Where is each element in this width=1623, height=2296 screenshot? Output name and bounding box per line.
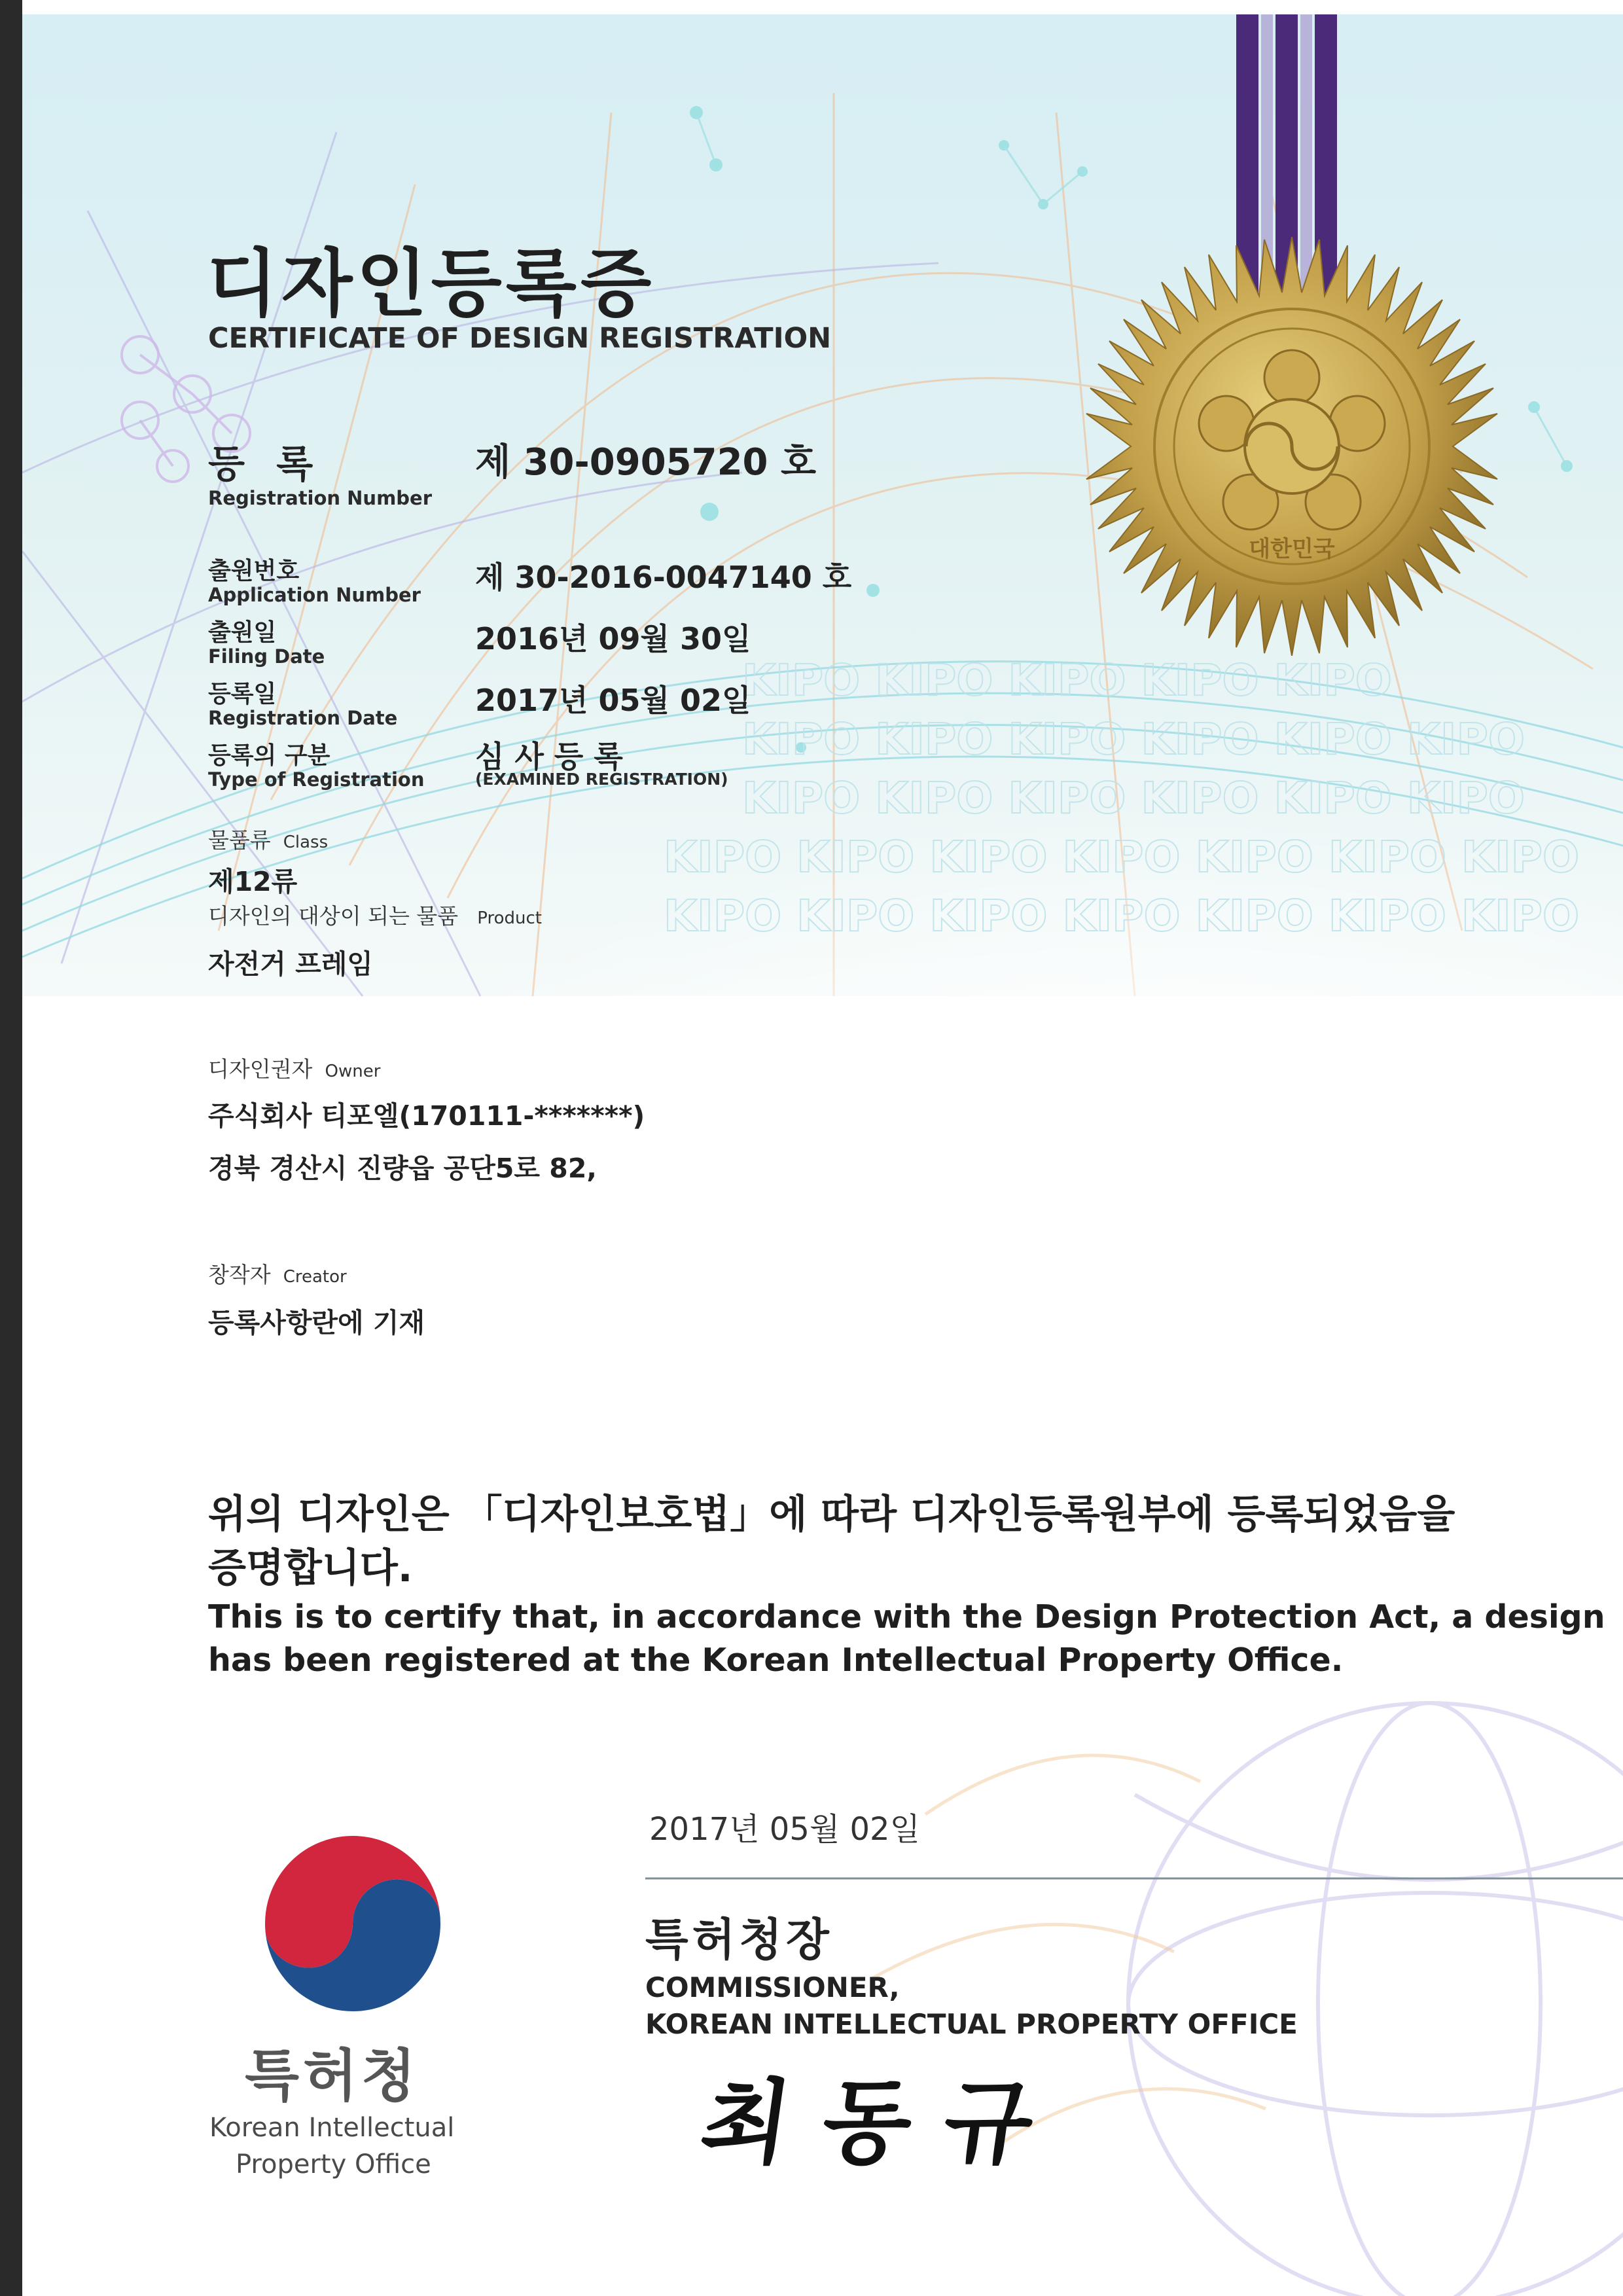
gold-seal-icon — [1082, 237, 1501, 656]
svg-text:KIPO KIPO KIPO KIPO KIPO: KIPO KIPO KIPO KIPO KIPO KIPO KIPO — [664, 891, 1580, 941]
registration-date-label-ko: 등록일 — [208, 681, 277, 708]
commissioner-title-en-line1: COMMISSIONER, — [645, 1971, 900, 2003]
certificate-sheet — [22, 14, 1623, 2296]
certification-ko-line2: 증명합니다. — [208, 1545, 413, 1591]
certification-en-line1: This is to certify that, in accordance with the Design Protection Act, a design — [208, 1598, 1605, 1636]
registration-date-label-en: Registration Date — [208, 707, 398, 729]
registration-type-label-en: Type of Registration — [208, 768, 425, 791]
creator-label — [208, 1258, 347, 1289]
certification-en-line2: has been registered at the Korean Intellectual Property Office. — [208, 1641, 1344, 1679]
kipo-taegeuk-logo-icon — [245, 1816, 461, 2032]
creator-value: 등록사항란에 기재 — [208, 1307, 425, 1338]
kipo-logo-text-en-line1: Korean Intellectual — [209, 2113, 455, 2143]
class-label-ko: 물품류 — [208, 827, 271, 853]
svg-text:KIPO KIPO KIPO KIPO KIPO: KIPO KIPO KIPO KIPO KIPO — [742, 655, 1392, 706]
owner-label — [208, 1052, 380, 1083]
filing-date-label-en: Filing Date — [208, 645, 325, 668]
owner-address: 경북 경산시 진량읍 공단5로 82, — [208, 1153, 597, 1184]
commissioner-signature: 최동규 — [694, 2070, 1073, 2177]
registration-number-label-ko: 등 록 — [208, 442, 323, 486]
filing-date-label-ko: 출원일 — [208, 619, 277, 646]
svg-text:KIPO KIPO KIPO KIPO KIPO: KIPO KIPO KIPO KIPO KIPO KIPO — [742, 773, 1525, 823]
commissioner-title-en-line2: KOREAN INTELLECTUAL PROPERTY OFFICE — [645, 2008, 1298, 2040]
class-value: 제12류 — [208, 866, 298, 897]
registration-type-label-ko: 등록의 구분 — [208, 742, 330, 769]
creator-label-ko: 창작자 — [208, 1262, 271, 1287]
application-number-value: 제 30-2016-0047140 호 — [475, 560, 852, 595]
registration-number-value: 제 30-0905720 호 — [475, 441, 817, 484]
registration-number-label-en: Registration Number — [208, 487, 433, 509]
owner-name: 주식회사 티포엘(170111-*******) — [208, 1100, 645, 1132]
class-label-en: Class — [283, 833, 329, 852]
creator-label-en: Creator — [283, 1267, 347, 1287]
kipo-logo-text-ko: 특허청 — [245, 2043, 420, 2109]
commissioner-title-ko: 특허청장 — [645, 1914, 833, 1966]
kipo-logo-text-en-line2: Property Office — [236, 2149, 431, 2179]
application-number-label-en: Application Number — [208, 584, 421, 606]
product-value: 자전거 프레임 — [208, 948, 373, 980]
registration-date-value: 2017년 05월 02일 — [475, 683, 751, 718]
certificate-title-ko: 디자인등록증 — [207, 242, 656, 327]
svg-text:KIPO KIPO KIPO KIPO KIPO: KIPO KIPO KIPO KIPO KIPO KIPO — [742, 714, 1525, 764]
svg-text:KIPO KIPO KIPO KIPO KIPO: KIPO KIPO KIPO KIPO KIPO KIPO KIPO — [664, 832, 1580, 882]
registration-type-value-en: (EXAMINED REGISTRATION) — [475, 770, 728, 789]
product-label-ko: 디자인의 대상이 되는 물품 — [208, 903, 459, 929]
owner-label-en: Owner — [325, 1062, 381, 1081]
class-label — [208, 823, 328, 854]
filing-date-value: 2016년 09월 30일 — [475, 621, 751, 656]
certification-ko-line1: 위의 디자인은 「디자인보호법」에 따라 디자인등록원부에 등록되었음을 — [208, 1492, 1455, 1537]
product-label — [208, 899, 542, 930]
certificate-title-en: CERTIFICATE OF DESIGN REGISTRATION — [208, 322, 832, 355]
owner-label-ko: 디자인권자 — [208, 1056, 313, 1082]
scan-edge — [0, 0, 22, 2296]
issue-date: 2017년 05월 02일 — [649, 1811, 920, 1848]
application-number-label-ko: 출원번호 — [208, 558, 300, 584]
seal-text: 대한민국 — [1249, 536, 1335, 562]
product-label-en: Product — [477, 908, 542, 928]
registration-type-value: 심 사 등 록 — [475, 739, 623, 774]
